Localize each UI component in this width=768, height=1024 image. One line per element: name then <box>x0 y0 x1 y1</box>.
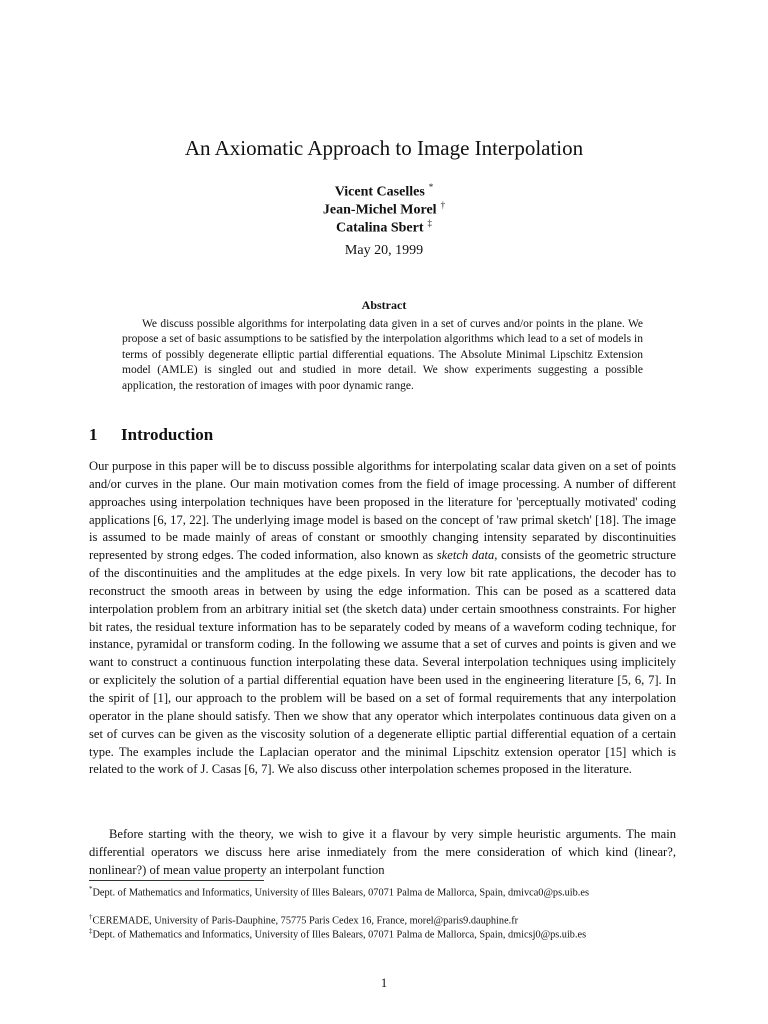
author-name: Vicent Caselles <box>334 184 425 200</box>
author-name: Jean-Michel Morel <box>322 202 437 218</box>
footnote-1 <box>89 882 676 900</box>
intro-paragraph-1 <box>89 458 676 779</box>
author-footnote-mark: * <box>428 182 434 192</box>
paper-title: An Axiomatic Approach to Image Interpolation <box>184 136 584 160</box>
author-footnote-mark: ‡ <box>427 218 432 228</box>
footnote-text: Dept. of Mathematics and Informatics, University of Illes Balears, 07071 Palma de Mallorca, Spain, dmicsj0@ps.uib.es <box>92 929 587 941</box>
paper-date: May 20, 1999 <box>344 243 424 258</box>
footnote-text: CEREMADE, University of Paris-Dauphine, 75775 Paris Cedex 16, France, morel@paris9.dauphine.fr <box>92 915 519 927</box>
intro-paragraph-2: Before starting with the theory, we wish to give it a flavour by very simple heuristic arguments. The main differential operators we discuss here arise inmediately from the mere consideration of which kind (linear?, nonlinear?) of mean value property an interpolant function <box>89 827 676 877</box>
footnote-mark: † <box>89 913 93 921</box>
section-number: 1 <box>89 425 98 444</box>
section-title: Introduction <box>121 425 214 444</box>
author-footnote-mark: † <box>440 200 446 210</box>
paragraph-text: Our purpose in this paper will be to discuss possible algorithms for interpolating scalar data given on a set of points and/or curves in the plane. Our main motivation comes from the field of image processing. A number of different approaches using interpolation techniques have been proposed in the literature for 'perceptually motivated' coding applications [6, 17, 22]. The underlying image model is based on the concept of 'raw primal sketch' [18]. The image is assumed to be made mainly of areas of constant or smoothly changing intensity separated by discontinuities represented by strong edges. The coded information, also known as <box>89 459 676 563</box>
abstract-text: We discuss possible algorithms for interpolating data given in a set of curves and/or points in the plane. We propose a set of basic assumptions to be satisfied by the interpolation algorithms which lead to a set of models in terms of possibly degenerate elliptic partial differential equations. The Absolute Minimal Lipschitz Extension model (AMLE) is singled out and studied in more detail. We show experiments suggesting a possible application, the restoration of images with poor dynamic range. <box>122 318 643 392</box>
abstract-heading: Abstract <box>361 298 407 312</box>
paragraph-text: , consists of the geometric structure of the discontinuities and the amplitudes at the edge pixels. In very low bit rate applications, the decoder has to reconstruct the smooth areas in between by using the edge information. This can be posed as a scattered data interpolation problem from an arbitrary initial set (the sketch data) under certain smoothness constraints. For higher bit rates, the residual texture information has to be separately coded by means of a waveform coding technique, for instance, pyramidal or transform coding. In the following we assume that a set of curves and points is given and we want to construct a continuous function interpolating these data. Several interpolation techniques using implicitely or explicitely the solution of a partial differential equation have been used in the engineering literature [5, 6, 7]. In the spirit of [1], our approach to the problem will be based on a set of formal requirements that any interpolation operator in the plane should satisfy. Then we show that any operator which interpolates continuous data given on a set of curves can be given as the viscosity solution of a degenerate elliptic partial differential equation of a certain type. The examples include the Laplacian operator and the minimal Lipschitz extension operator [15] which is related to the work of J. Casas [6, 7]. We also discuss other interpolation schemes proposed in the literature. <box>89 548 676 777</box>
section-heading <box>89 425 213 445</box>
page-number: 1 <box>380 976 388 990</box>
emphasis-text: sketch data <box>436 548 495 563</box>
footnote-mark: ‡ <box>89 927 93 935</box>
footnote-text: Dept. of Mathematics and Informatics, University of Illes Balears, 07071 Palma de Mallorca, Spain, dmivca0@ps.uib.es <box>92 887 589 899</box>
footnote-3 <box>89 924 676 942</box>
author-name: Catalina Sbert <box>336 220 424 236</box>
author-sbert <box>0 214 768 238</box>
footnote-rule <box>89 880 264 881</box>
footnote-mark: * <box>89 885 93 893</box>
